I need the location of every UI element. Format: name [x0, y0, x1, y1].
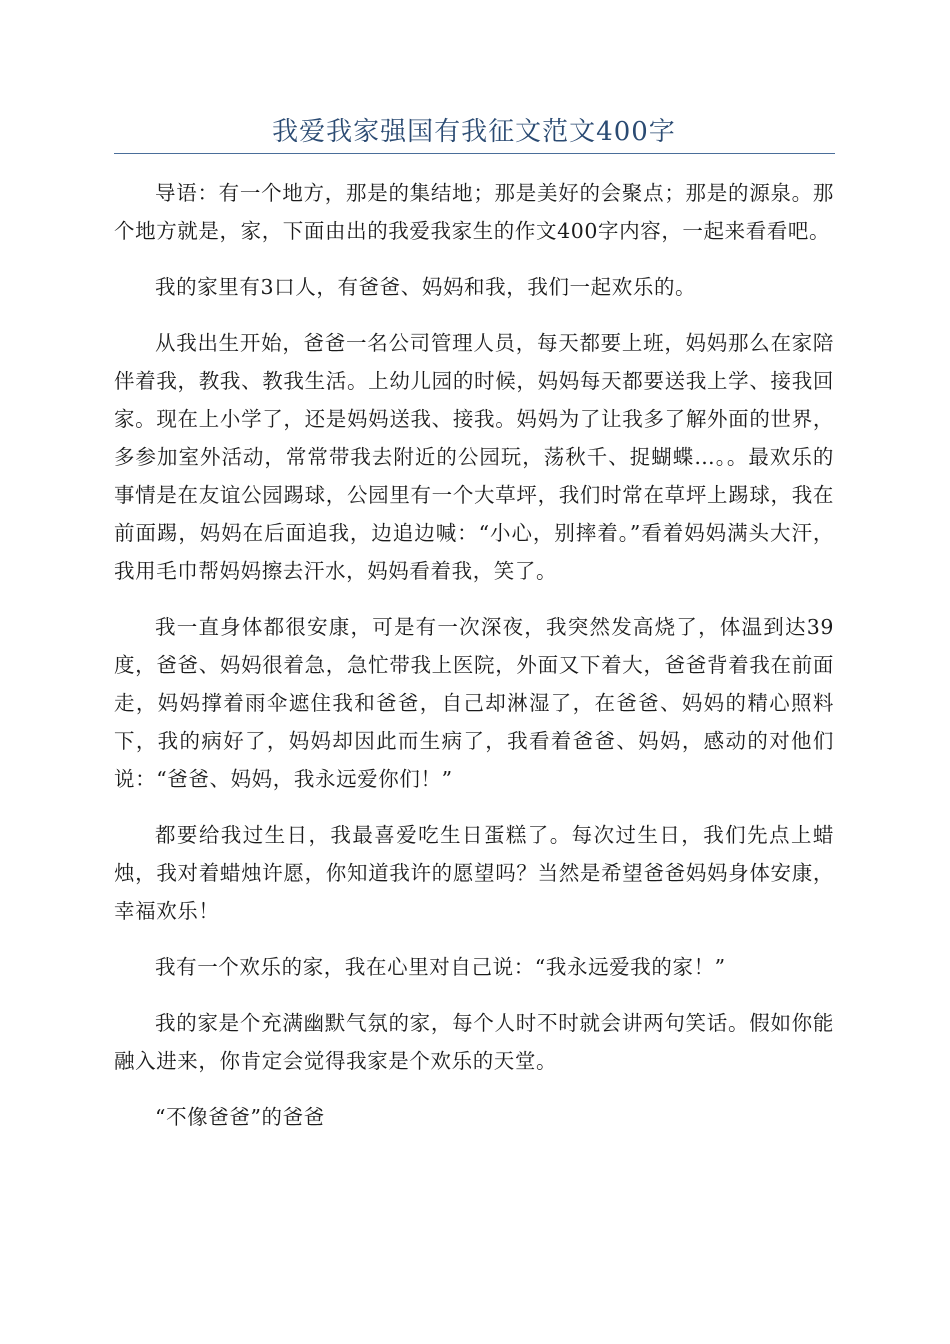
paragraph-family-members: 我的家里有3口人，有爸爸、妈妈和我，我们一起欢乐的。 — [155, 275, 697, 299]
title-underline — [114, 153, 835, 154]
paragraph-childhood: 从我出生开始，爸爸一名公司管理人员，每天都要上班，妈妈那么在家陪伴着我，教我、教我生活。上幼儿园的时候，妈妈每天都要送我上学、接我回家。现在上小学了，还是妈妈送我、接我。妈妈为了让我多了解外面的世界，多参加室外活动，常常带我去附近的公园玩，荡秋千、捉蝴蝶…。。最欢乐的事情是在友谊公园踢球，公园里有一个大草坪，我们时常在草坪上踢球，我在前面踢，妈妈在后面追我，边追边喊：“小心，别摔着。”看着妈妈满头大汗，我用毛巾帮妈妈擦去汗水，妈妈看着我，笑了。 — [114, 331, 834, 583]
paragraph-intro: 导语：有一个地方，那是的集结地；那是美好的会聚点；那是的源泉。那个地方就是，家，下面由出的我爱我家生的作文400字内容，一起来看看吧。 — [114, 181, 834, 243]
document-body — [114, 174, 834, 1154]
document-title: 我爱我家强国有我征文范文400字 — [272, 117, 676, 147]
paragraph-birthday: 都要给我过生日，我最喜爱吃生日蛋糕了。每次过生日，我们先点上蜡烛，我对着蜡烛许愿，你知道我许的愿望吗？当然是希望爸爸妈妈身体安康，幸福欢乐！ — [114, 823, 834, 923]
paragraph-love-home: 我有一个欢乐的家，我在心里对自己说：“我永远爱我的家！” — [155, 955, 726, 979]
paragraph-fever: 我一直身体都很安康，可是有一次深夜，我突然发高烧了，体温到达39度，爸爸、妈妈很着急，急忙带我上医院，外面又下着大，爸爸背着我在前面走，妈妈撑着雨伞遮住我和爸爸，自己却淋湿了，在爸爸、妈妈的精心照料下，我的病好了，妈妈却因此而生病了，我看着爸爸、妈妈，感动的对他们说：“爸爸、妈妈，我永远爱你们！” — [114, 615, 834, 791]
paragraph-subheading: “不像爸爸”的爸爸 — [155, 1105, 325, 1129]
paragraph-humor: 我的家是个充满幽默气氛的家，每个人时不时就会讲两句笑话。假如你能融入进来，你肯定会觉得我家是个欢乐的天堂。 — [114, 1011, 834, 1073]
